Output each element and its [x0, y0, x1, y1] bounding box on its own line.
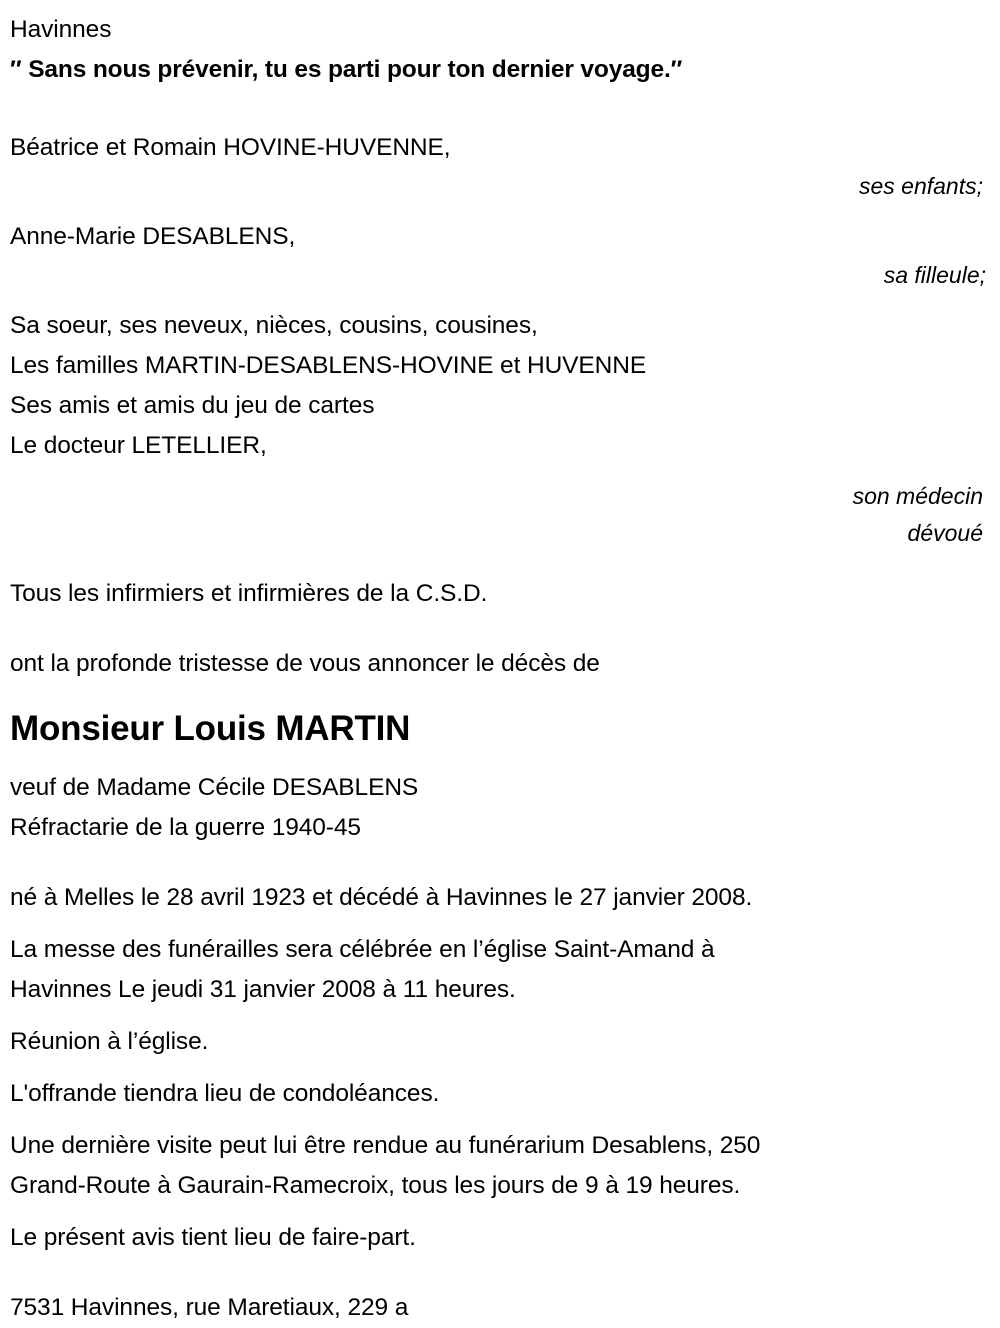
- visit-details: [10, 1126, 990, 1206]
- spacer: [10, 848, 990, 878]
- relatives-item-1: Les familles MARTIN-DESABLENS-HOVINE et HUVENNE: [10, 352, 647, 379]
- spacer: [10, 918, 990, 930]
- announcer-name-1: Anne-Marie DESABLENS,: [10, 223, 296, 250]
- nurses-line: Tous les infirmiers et infirmières de la C.S.D.: [10, 580, 488, 607]
- relatives-list: [10, 306, 990, 466]
- announcement-lead: ont la profonde tristesse de vous annoncer le décès de: [10, 650, 600, 677]
- birth-death-line: né à Melles le 28 avril 1923 et décédé à Havinnes le 27 janvier 2008.: [10, 884, 753, 911]
- epitaph-quote: ″ Sans nous prévenir, tu es parti pour ton dernier voyage.″: [10, 56, 683, 83]
- announcer-name-0: Béatrice et Romain HOVINE-HUVENNE,: [10, 134, 451, 161]
- visit-line-1: Une dernière visite peut lui être rendue au funérarium Desablens, 250: [10, 1132, 761, 1159]
- doctor-relation-line-2: dévoué: [907, 520, 983, 546]
- deceased-name-heading: Monsieur Louis MARTIN: [10, 709, 411, 748]
- spacer: [10, 1010, 990, 1022]
- locality-header: Havinnes: [10, 16, 112, 43]
- notice-line: Le présent avis tient lieu de faire-part.: [10, 1224, 416, 1251]
- spacer: [10, 466, 990, 478]
- relatives-item-0: Sa soeur, ses neveux, nièces, cousins, cousines,: [10, 312, 538, 339]
- spacer: [10, 552, 990, 574]
- spacer: [10, 205, 990, 217]
- deceased-subtitle-war: Réfractarie de la guerre 1940-45: [10, 814, 361, 841]
- spacer: [10, 1062, 990, 1074]
- spacer: [10, 1114, 990, 1126]
- spacer: [10, 614, 990, 644]
- mass-details: [10, 930, 990, 1010]
- mass-line-1: La messe des funérailles sera célébrée en l’église Saint-Amand à: [10, 936, 715, 963]
- spacer: [10, 1258, 990, 1288]
- mass-line-2: Havinnes Le jeudi 31 janvier 2008 à 11 heures.: [10, 976, 516, 1003]
- spacer: [10, 294, 990, 306]
- gathering-line: Réunion à l’église.: [10, 1028, 209, 1055]
- deceased-subtitles: [10, 768, 990, 848]
- spacer: [10, 1206, 990, 1218]
- visit-line-2: Grand-Route à Gaurain-Ramecroix, tous les jours de 9 à 19 heures.: [10, 1172, 741, 1199]
- announcer-relation-1: sa filleule;: [883, 262, 986, 288]
- spacer: [10, 90, 990, 128]
- announcer-relation-0: ses enfants;: [858, 173, 983, 199]
- relatives-item-3-doctor: Le docteur LETELLIER,: [10, 432, 267, 459]
- address-line: 7531 Havinnes, rue Maretiaux, 229 a: [10, 1294, 409, 1321]
- deceased-subtitle-widower: veuf de Madame Cécile DESABLENS: [10, 774, 419, 801]
- relatives-item-2: Ses amis et amis du jeu de cartes: [10, 392, 375, 419]
- doctor-relation-line-1: son médecin: [852, 483, 983, 509]
- offering-line: L'offrande tiendra lieu de condoléances.: [10, 1080, 440, 1107]
